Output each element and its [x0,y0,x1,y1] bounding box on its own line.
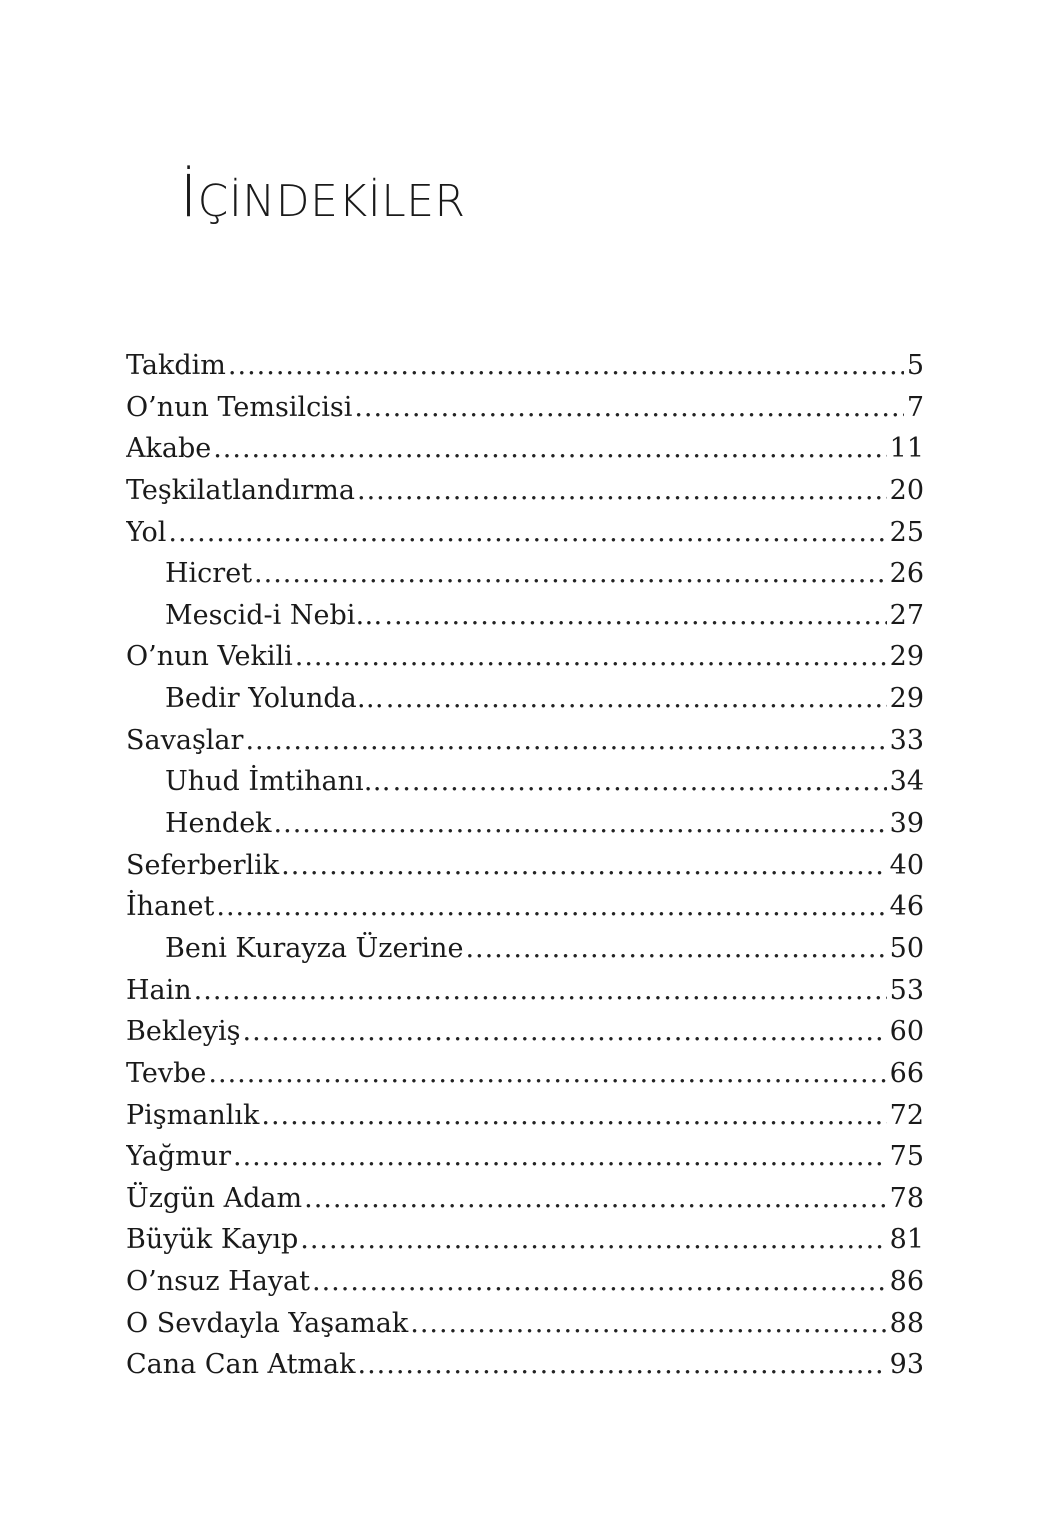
toc-entry [126,636,924,678]
toc-entry-page-number: 39 [889,808,924,840]
toc-entry-label: Hain [126,974,192,1006]
toc-subentry [126,761,924,803]
toc-entry-label: Teşkilatlandırma [126,474,355,506]
toc-dot-leader [216,886,886,928]
toc-entry-page-number: 20 [889,474,924,506]
toc-entry-label: Seferberlik [126,849,280,881]
toc-entry-label: O Sevdayla Yaşamak [126,1307,409,1339]
toc-entry [126,387,924,429]
toc-subentry [126,678,924,720]
toc-entry-label: Büyük Kayıp [126,1224,299,1256]
page-title [180,162,466,230]
toc-entry [126,886,924,928]
toc-entry-page-number: 29 [889,683,924,715]
toc-dot-leader [274,803,887,845]
toc-dot-leader [254,553,887,595]
toc-dot-leader [465,928,886,970]
toc-entry-page-number: 86 [889,1266,924,1298]
toc-entry-page-number: 7 [906,391,924,423]
toc-entry [126,1053,924,1095]
toc-entry-label: Takdim [126,350,226,381]
toc-dot-leader [384,595,886,637]
toc-subentry [126,928,924,970]
toc-dot-leader [245,720,886,762]
toc-dot-leader [213,428,886,470]
toc-entry-label: Mescid-i Nebi… [165,599,383,631]
toc-dot-leader [300,1219,886,1261]
toc-entry-page-number: 66 [889,1057,924,1089]
toc-entry [126,720,924,762]
toc-dot-leader [312,1261,887,1303]
toc-entry-page-number: 93 [889,1349,924,1381]
toc-entry-label: Akabe [126,433,212,465]
toc-dot-leader [168,512,886,554]
toc-dot-leader [357,470,887,512]
table-of-contents [126,345,924,1386]
toc-entry [126,512,924,554]
toc-entry [126,1136,924,1178]
toc-entry [126,345,924,387]
toc-entry-page-number: 33 [889,724,924,756]
toc-dot-leader [386,678,887,720]
toc-entry [126,970,924,1012]
toc-entry-page-number: 88 [889,1307,924,1339]
toc-entry [126,470,924,512]
toc-entry-label: Savaşlar [126,724,244,756]
toc-entry [126,1261,924,1303]
toc-dot-leader [393,761,887,803]
toc-entry [126,1219,924,1261]
toc-dot-leader [208,1053,886,1095]
toc-entry-label: Üzgün Adam [126,1182,303,1214]
toc-entry-label: Beni Kurayza Üzerine [165,932,464,964]
toc-entry-label: Pişmanlık [126,1099,260,1131]
toc-entry [126,845,924,887]
toc-entry-page-number: 25 [889,516,924,548]
toc-dot-leader [233,1136,887,1178]
toc-subentry [126,553,924,595]
toc-entry-page-number: 40 [889,849,924,881]
toc-subentry [126,595,924,637]
toc-dot-leader [354,387,903,429]
toc-dot-leader [261,1095,886,1137]
toc-entry-label: O’nsuz Hayat [126,1266,311,1298]
toc-entry-label: Cana Can Atmak [126,1349,356,1381]
toc-entry-label: Yol [126,516,167,548]
toc-entry [126,1344,924,1386]
toc-dot-leader [295,636,887,678]
toc-entry [126,428,924,470]
toc-entry [126,1303,924,1345]
toc-entry-label: O’nun Vekili [126,641,293,673]
toc-entry-page-number: 27 [889,599,924,631]
toc-entry-page-number: 60 [889,1016,924,1048]
toc-dot-leader [243,1011,887,1053]
toc-entry [126,1011,924,1053]
toc-dot-leader [194,970,887,1012]
toc-entry-page-number: 29 [889,641,924,673]
toc-dot-leader [410,1303,886,1345]
toc-entry-label: Hendek [165,808,272,840]
toc-entry-label: Hicret [165,558,253,590]
toc-entry-page-number: 34 [889,766,924,798]
toc-entry-page-number: 75 [889,1141,924,1173]
toc-entry-page-number: 50 [889,932,924,964]
toc-entry-label: Tevbe [126,1057,207,1089]
toc-subentry [126,803,924,845]
toc-entry-label: Bedir Yolunda… [165,683,384,715]
toc-entry-page-number: 78 [889,1182,924,1214]
toc-entry-label: Bekleyiş [126,1016,241,1048]
toc-entry-page-number: 5 [906,350,924,381]
toc-entry-page-number: 11 [889,433,924,465]
toc-entry-label: O’nun Temsilcisi [126,391,353,423]
toc-dot-leader [358,1344,887,1386]
toc-entry-page-number: 72 [889,1099,924,1131]
toc-entry-label: Yağmur [126,1141,232,1173]
toc-entry [126,1178,924,1220]
toc-entry-page-number: 46 [889,891,924,923]
page-title-rest: ÇİNDEKİLER [197,176,466,227]
toc-entry-page-number: 81 [889,1224,924,1256]
toc-entry [126,1095,924,1137]
toc-dot-leader [228,345,904,387]
toc-dot-leader [281,845,886,887]
toc-entry-page-number: 53 [889,974,924,1006]
toc-dot-leader [304,1178,887,1220]
page-title-initial: İ [180,162,198,230]
toc-entry-label: İhanet [126,891,215,923]
toc-entry-label: Uhud İmtihanı… [165,766,391,798]
toc-entry-page-number: 26 [889,558,924,590]
